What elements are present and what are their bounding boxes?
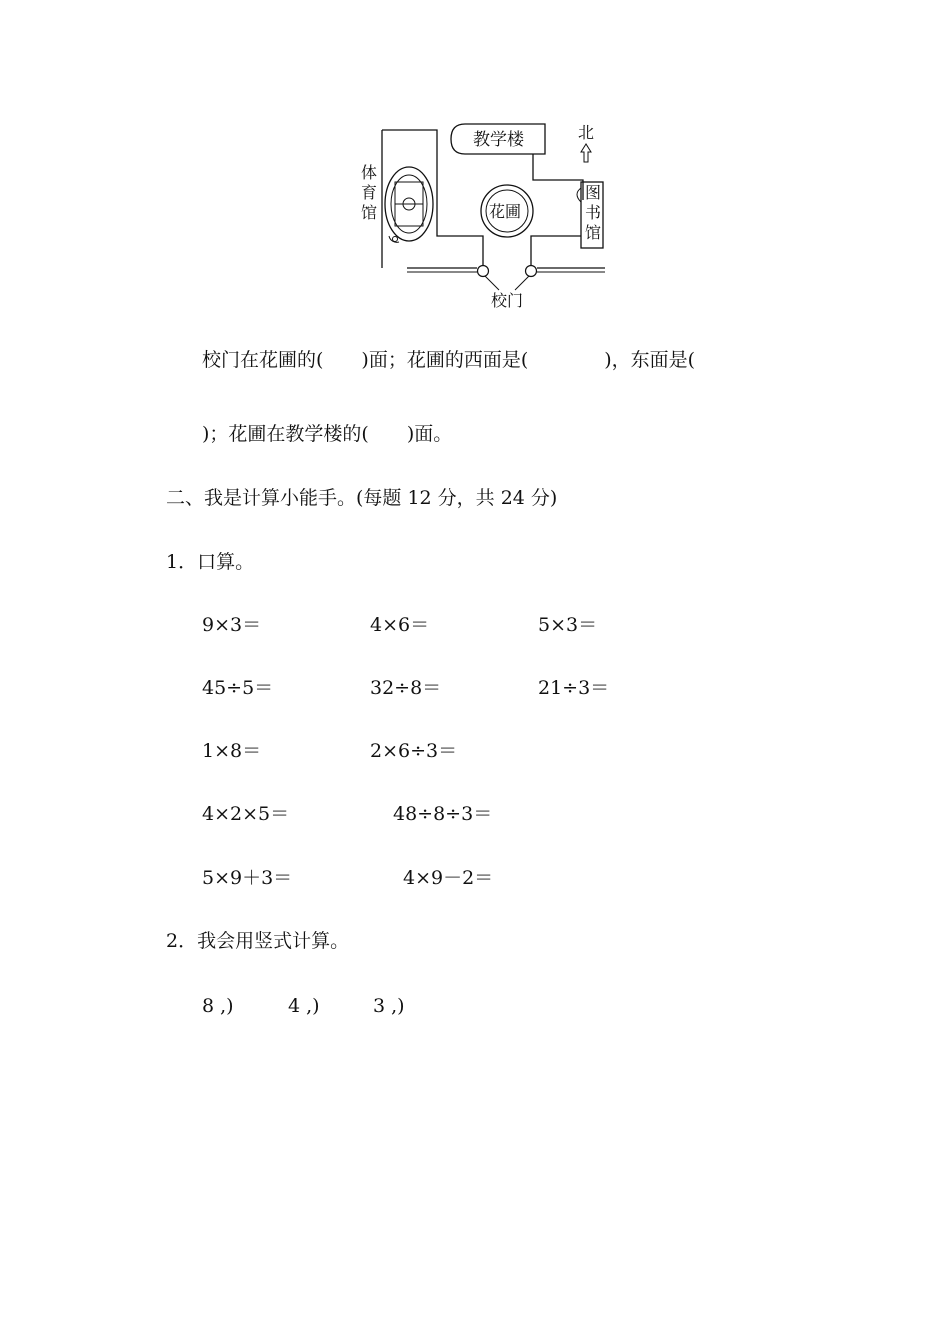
gate-pointer-right [515,276,529,290]
library-label-1: 图 [585,183,602,202]
gate-post-right [526,266,537,277]
oral-item: 45÷5＝ [202,677,274,699]
campus-map-drawing [355,118,615,310]
gym-label-3: 馆 [361,203,378,222]
gate-label: 校门 [491,291,524,310]
vertical-item: 8 ,) [202,995,234,1017]
oral-item: 4×2×5＝ [202,803,290,825]
vertical-item: 3 ,) [373,995,405,1017]
gate-post-left [478,266,489,277]
gate-pointer-left [485,276,499,290]
oral-item: 5×9＋3＝ [202,867,293,889]
campus-map [355,118,615,310]
q2-title: 2．我会用竖式计算。 [166,930,350,952]
oral-item: 32÷8＝ [370,677,442,699]
vertical-item: 4 ,) [288,995,320,1017]
gym-label-1: 体 [361,163,378,182]
oral-item: 4×9－2＝ [403,867,494,889]
garden-label: 花圃 [489,202,522,221]
gym-label-2: 育 [361,183,378,202]
library-label-3: 馆 [585,223,602,242]
oral-item: 9×3＝ [202,614,262,636]
section2-title: 二、我是计算小能手。(每题 12 分，共 24 分) [166,487,558,509]
teaching-library-path [533,154,583,200]
oral-item: 1×8＝ [202,740,262,762]
oral-item: 21÷3＝ [538,677,610,699]
oral-item: 2×6÷3＝ [370,740,458,762]
fill-question-line-2: )；花圃在教学楼的( )面。 [202,423,453,445]
oral-item: 5×3＝ [538,614,598,636]
fill-question-line-1: 校门在花圃的( )面；花圃的西面是( )，东面是( [202,349,696,371]
gym-door-mark [393,237,398,242]
north-label: 北 [578,123,595,142]
library-gate-path [531,236,581,270]
q1-title: 1．口算。 [166,551,255,573]
oral-item: 4×6＝ [370,614,430,636]
north-arrow-icon [581,144,591,162]
oral-item: 48÷8÷3＝ [393,803,493,825]
library-label-2: 书 [585,203,602,222]
teaching-building-label: 教学楼 [473,130,524,150]
